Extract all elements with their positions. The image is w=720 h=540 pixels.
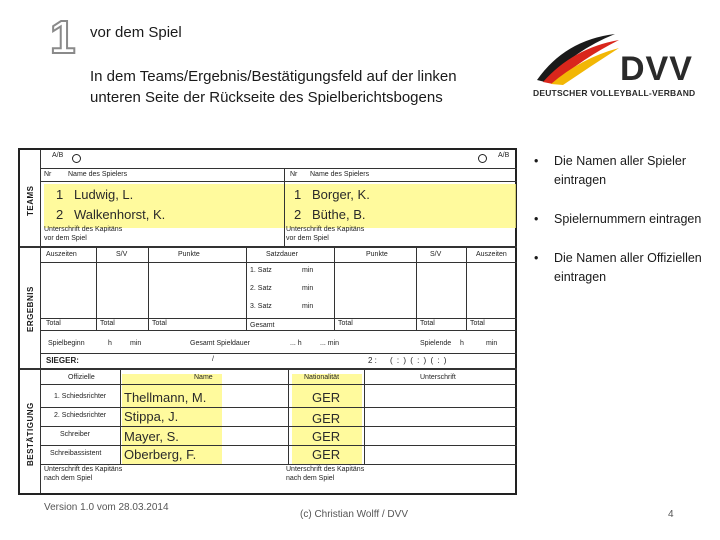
dots-min-label: ... min: [320, 340, 340, 347]
total-label: Total: [46, 320, 61, 327]
page-number: 4: [668, 509, 674, 520]
col-nr-right: Nr: [290, 171, 298, 178]
official-name[interactable]: Oberberg, F.: [124, 447, 197, 462]
col-sv-right: S/V: [430, 251, 442, 258]
bullet-icon: •: [534, 154, 539, 168]
col-offizielle: Offizielle: [68, 374, 95, 381]
col-nr-left: Nr: [44, 171, 52, 178]
col-punkte-left: Punkte: [178, 251, 200, 258]
list-item: [534, 152, 719, 190]
version-label: Version 1.0 vom 28.03.2014: [44, 502, 169, 513]
official-role: 1. Schiedsrichter: [54, 393, 107, 400]
total-label: Total: [420, 320, 435, 327]
col-satzdauer: Satzdauer: [266, 251, 298, 258]
team-right-select[interactable]: [478, 154, 487, 163]
gesamt-spieldauer-label: Gesamt Spieldauer: [190, 340, 250, 347]
captain-sign-label-left-2: vor dem Spiel: [44, 235, 87, 242]
list-item: [534, 210, 719, 229]
h-label: h: [460, 340, 464, 347]
intro-text: In dem Teams/Ergebnis/Bestätigungsfeld auf der linken unteren Seite der Rückseite des Spielberichtsbogens: [90, 68, 457, 106]
list-item-text: Spielernummern eintragen: [554, 212, 702, 226]
dots-h-label: ... h: [290, 340, 302, 347]
left-player-nr[interactable]: 1: [56, 187, 64, 202]
col-unterschrift: Unterschrift: [420, 374, 456, 381]
official-role: 2. Schiedsrichter: [54, 412, 107, 419]
official-name[interactable]: Stippa, J.: [124, 409, 179, 424]
official-role: Schreiber: [60, 431, 90, 438]
right-player-nr[interactable]: 1: [294, 187, 302, 202]
min-label: min: [130, 340, 142, 347]
set-label: 2. Satz: [250, 285, 272, 292]
official-nationality[interactable]: GER: [312, 390, 341, 405]
captain-sign-label-right-2: vor dem Spiel: [286, 235, 329, 242]
sieger-slash: /: [212, 356, 214, 363]
left-player-name[interactable]: Ludwig, L.: [74, 187, 134, 202]
total-label: Total: [338, 320, 353, 327]
bullet-icon: •: [534, 212, 539, 226]
result-section-label: ERGEBNIS: [26, 286, 35, 332]
score-sheet-form: [18, 148, 517, 495]
left-player-name[interactable]: Walkenhorst, K.: [74, 207, 166, 222]
teams-section-label: TEAMS: [26, 185, 35, 216]
total-label: Total: [152, 320, 167, 327]
slide-title: vor dem Spiel: [90, 24, 182, 41]
official-nationality[interactable]: GER: [312, 429, 341, 444]
total-label: Total: [470, 320, 485, 327]
approval-section-label: BESTÄTIGUNG: [26, 402, 35, 466]
official-nationality[interactable]: GER: [312, 447, 341, 462]
instruction-list: [534, 152, 719, 307]
set-unit: min: [302, 285, 314, 292]
col-name-officials: Name: [194, 374, 213, 381]
sieger-sets: ( : ) ( : ) ( : ): [390, 356, 448, 365]
total-label: Total: [100, 320, 115, 327]
col-sv-left: S/V: [116, 251, 128, 258]
captain-after-label-left-2: nach dem Spiel: [44, 475, 93, 482]
official-nationality[interactable]: GER: [312, 411, 341, 426]
col-name-left: Name des Spielers: [68, 171, 128, 178]
ab-left-label: A/B: [52, 152, 64, 159]
right-player-name[interactable]: Büthe, B.: [312, 207, 366, 222]
col-auszeiten-left: Auszeiten: [46, 251, 77, 258]
list-item-text: Die Namen aller Spieler eintragen: [554, 154, 687, 187]
sieger-score: 2 :: [368, 356, 377, 365]
h-label: h: [108, 340, 112, 347]
ab-right-label: A/B: [498, 152, 510, 159]
left-player-nr[interactable]: 2: [56, 207, 64, 222]
copyright-label: (c) Christian Wolff / DVV: [300, 509, 408, 520]
sieger-label: SIEGER:: [46, 356, 79, 365]
official-name[interactable]: Mayer, S.: [124, 429, 179, 444]
col-punkte-right: Punkte: [366, 251, 388, 258]
spielende-label: Spielende: [420, 340, 452, 347]
set-label: 3. Satz: [250, 303, 272, 310]
logo-text: DVV: [620, 50, 693, 88]
official-role: Schreibassistent: [50, 450, 102, 457]
captain-after-label-right-2: nach dem Spiel: [286, 475, 335, 482]
list-item-text: Die Namen aller Offiziellen eintragen: [554, 251, 702, 284]
captain-sign-label-left: Unterschrift des Kapitäns: [44, 226, 123, 233]
right-player-nr[interactable]: 2: [294, 207, 302, 222]
captain-after-label-right: Unterschrift des Kapitäns: [286, 466, 365, 473]
set-unit: min: [302, 303, 314, 310]
captain-after-label-left: Unterschrift des Kapitäns: [44, 466, 123, 473]
set-label: 1. Satz: [250, 267, 272, 274]
bullet-icon: •: [534, 251, 539, 265]
col-name-right: Name des Spielers: [310, 171, 370, 178]
col-nationalitaet: Nationalität: [304, 374, 340, 381]
captain-sign-label-right: Unterschrift des Kapitäns: [286, 226, 365, 233]
gesamt-label: Gesamt: [250, 322, 275, 329]
min-label: min: [486, 340, 498, 347]
col-auszeiten-right: Auszeiten: [476, 251, 507, 258]
logo-subtitle: DEUTSCHER VOLLEYBALL-VERBAND: [533, 88, 696, 98]
step-number: 1: [50, 11, 76, 63]
list-item: [534, 249, 719, 287]
team-left-select[interactable]: [72, 154, 81, 163]
official-name[interactable]: Thellmann, M.: [124, 390, 207, 405]
spielbeginn-label: Spielbeginn: [48, 340, 85, 347]
right-player-name[interactable]: Borger, K.: [312, 187, 370, 202]
set-unit: min: [302, 267, 314, 274]
dvv-logo-swoosh-icon: [535, 30, 620, 85]
